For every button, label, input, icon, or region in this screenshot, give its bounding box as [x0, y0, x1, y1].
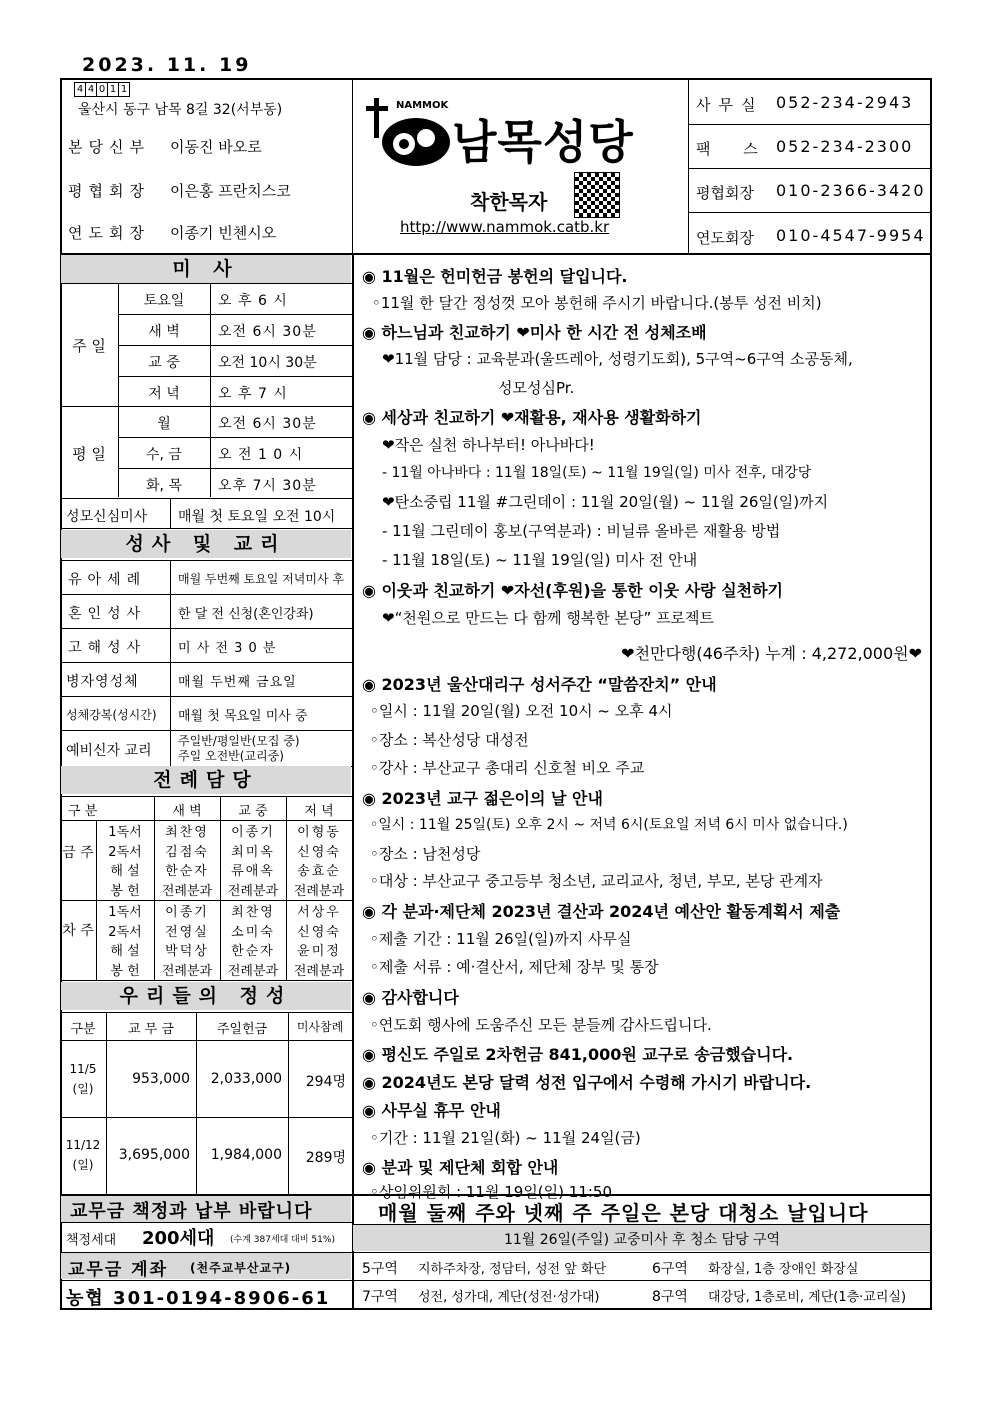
- household-note: (수계 387세대 대비 51%): [230, 1235, 335, 1245]
- sacrament-value: 미 사 전 3 0 분: [178, 641, 277, 656]
- qr-code-icon: [574, 172, 620, 218]
- mass-row-name: 교 중: [148, 355, 180, 371]
- heart-mass-label: 성모신심미사: [66, 509, 148, 525]
- liturgy-cell: 최미옥: [231, 844, 275, 860]
- news-line: - 11월 그린데이 홍보(구역분과) : 비닐류 올바른 재활용 방법: [382, 522, 781, 540]
- news-line: ❤천만다행(46주차) 누계 : 4,272,000원❤: [621, 644, 922, 663]
- sacrament-label: 유아세례: [68, 572, 147, 588]
- offering-day: (일): [72, 1158, 94, 1172]
- news-line: ◦11월 한 달간 정성껏 모아 봉헌해 주시기 바랍니다.(봉투 성전 비치): [372, 294, 822, 312]
- news-heading: ◉ 평신도 주일로 2차헌금 841,000원 교구로 송금했습니다.: [362, 1045, 794, 1064]
- offering-day: (일): [72, 1082, 94, 1096]
- motto: 착한목자: [470, 190, 548, 214]
- sacrament-title: 성사 및 교리: [61, 530, 351, 558]
- liturgy-cell: 한순자: [231, 944, 275, 959]
- news-line: ◦기간 : 11월 21일(화) ~ 11월 24일(금): [370, 1129, 641, 1147]
- household-label: 책정세대: [66, 1233, 117, 1248]
- news-heading: ◉ 하느님과 친교하기 ❤미사 한 시간 전 성체조배: [362, 323, 707, 342]
- liturgy-role: 해 설: [110, 944, 140, 959]
- fax-number: 052-234-2300: [776, 137, 914, 156]
- liturgy-role: 2독서: [108, 924, 142, 940]
- household-value: 200세대: [142, 1228, 215, 1249]
- offering-header: 주일헌금: [216, 1022, 268, 1037]
- liturgy-cell: 김점숙: [165, 844, 209, 860]
- sacrament-label: 혼인성사: [68, 606, 147, 622]
- zone-area: 화장실, 1층 장애인 화장실: [708, 1262, 859, 1277]
- sunday-label: 주 일: [72, 337, 106, 355]
- group-label: 차 주: [62, 923, 94, 939]
- mass-row-time: 오전 6시 30분: [218, 324, 317, 340]
- sacrament-value-2: 주일 오전반(교리중): [178, 749, 284, 763]
- zone-area: 대강당, 1층로비, 계단(1층·교리실): [708, 1290, 907, 1305]
- offering-header: 미사참례: [296, 1020, 344, 1034]
- mass-row-name: 새 벽: [148, 324, 180, 340]
- zip-digit: 1: [107, 82, 119, 97]
- liturgy-cell: 최찬영: [165, 825, 209, 840]
- mass-row-name: 토요일: [143, 293, 185, 309]
- offering-date: 11/5: [69, 1062, 97, 1076]
- mass-row-time: 오 전 1 0 시: [218, 447, 304, 463]
- council-name: 이은홍 프란치스코: [170, 182, 291, 200]
- offering-church: 3,695,000: [118, 1147, 190, 1163]
- liturgy-role: 해 설: [110, 864, 140, 879]
- liturgy-header: 저 녁: [304, 804, 334, 819]
- pastor-name: 이동진 바오로: [170, 138, 262, 156]
- news-heading: ◉ 분과 및 제단체 회합 안내: [362, 1158, 559, 1177]
- news-line: ◦강사 : 부산교구 총대리 신호철 비오 주교: [370, 759, 645, 777]
- news-line: 성모성심Pr.: [498, 379, 575, 397]
- bulletin-date: 2023. 11. 19: [82, 54, 252, 76]
- zip-digit: 0: [96, 82, 108, 97]
- news-heading: ◉ 이웃과 친교하기 ❤자선(후원)을 통한 이웃 사랑 실천하기: [362, 581, 784, 600]
- news-heading: ◉ 세상과 친교하기 ❤재활용, 재사용 생활화하기: [362, 408, 702, 427]
- liturgy-cell: 서상우: [297, 905, 341, 920]
- zone-area: 지하주차장, 정담터, 성전 앞 화단: [418, 1262, 607, 1277]
- zone-name: 7구역: [362, 1289, 398, 1305]
- liturgy-cell: 전례분과: [161, 963, 213, 979]
- liturgy-cell: 전례분과: [293, 963, 345, 979]
- zone-name: 6구역: [652, 1261, 688, 1277]
- news-line: ◦일시 : 11월 20일(월) 오전 10시 ~ 오후 4시: [370, 702, 673, 720]
- mass-row-name: 월: [157, 416, 171, 432]
- council-phone: 010-2366-3420: [776, 181, 926, 200]
- offering-sunday: 1,984,000: [210, 1147, 282, 1163]
- liturgy-role: 봉 헌: [110, 883, 140, 899]
- liturgy-cell: 한순자: [165, 864, 209, 879]
- liturgy-header: 새 벽: [172, 804, 202, 819]
- news-line: ◦장소 : 남천성당: [370, 845, 481, 863]
- liturgy-cell: 신영숙: [297, 924, 341, 940]
- news-heading: ◉ 2023년 울산대리구 성서주간 “말씀잔치” 안내: [362, 675, 717, 694]
- news-heading: ◉ 각 분과·제단체 2023년 결산과 2024년 예산안 활동계획서 제출: [362, 902, 841, 921]
- fax-label: 팩 스: [696, 140, 772, 158]
- zip-code: [74, 82, 129, 97]
- news-heading: ◉ 사무실 휴무 안내: [362, 1101, 501, 1120]
- liturgy-cell: 윤미정: [297, 944, 341, 959]
- news-heading: ◉ 감사합니다: [362, 988, 459, 1007]
- zip-digit: 4: [74, 82, 86, 97]
- liturgy-role: 2독서: [108, 844, 142, 860]
- news-line: ❤11월 담당 : 교육분과(울뜨레아, 성령기도회), 5구역~6구역 소공동체,: [382, 350, 853, 368]
- mass-row-time: 오 후 7 시: [218, 386, 288, 402]
- news-line: ❤작은 실천 하나부터! 아나바다!: [382, 436, 595, 454]
- liturgy-cell: 이형동: [297, 825, 341, 840]
- offering-sunday: 2,033,000: [210, 1071, 282, 1087]
- mass-title: 미 사: [61, 255, 351, 283]
- sacrament-value: 주일반/평일반(모집 중): [178, 734, 300, 748]
- logo-small-text: NAMMOK: [396, 100, 449, 111]
- sacrament-label: 병자영성체: [66, 674, 139, 690]
- account-label: 교무금 계좌: [68, 1260, 169, 1280]
- yeondo-phone: 010-4547-9954: [776, 226, 926, 245]
- liturgy-cell: 전례분과: [161, 883, 213, 899]
- sacrament-label: 예비신자 교리: [66, 743, 152, 759]
- tithe-title: 교무금 책정과 납부 바랍니다: [70, 1201, 313, 1222]
- yeondo-name: 이종기 빈첸시오: [170, 224, 277, 242]
- sacrament-value: 매월 두번째 금요일: [178, 675, 297, 690]
- news-heading: ◉ 2023년 교구 젊은이의 날 안내: [362, 789, 603, 808]
- news-line: ❤탄소중립 11월 #그린데이 : 11월 20일(월) ~ 11월 26일(일)까지: [382, 493, 829, 511]
- liturgy-cell: 박덕상: [165, 944, 209, 959]
- news-heading: ◉ 2024년도 본당 달력 성전 입구에서 수령해 가시기 바랍니다.: [362, 1073, 812, 1092]
- group-label: 금 주: [62, 845, 94, 861]
- news-line: ◦제출 기간 : 11월 26일(일)까지 사무실: [370, 930, 632, 948]
- mass-row-name: 화, 목: [146, 478, 182, 494]
- office-phone: 052-234-2943: [776, 93, 914, 112]
- liturgy-cell: 송효순: [297, 864, 341, 879]
- sacrament-value: 매월 첫 목요일 미사 중: [178, 709, 308, 724]
- mass-row-time: 오전 10시 30분: [218, 355, 317, 371]
- council-phone-label: 평협회장: [696, 184, 754, 202]
- heart-mass-value: 매월 첫 토요일 오전 10시: [178, 509, 336, 525]
- sacrament-label: 성체강복(성시간): [66, 708, 157, 722]
- liturgy-role: 봉 헌: [110, 963, 140, 979]
- cleaning-note: 11월 26일(주일) 교중미사 후 청소 담당 구역: [503, 1232, 781, 1248]
- sacrament-value: 한 달 전 신청(혼인강좌): [178, 607, 314, 622]
- zip-digit: 4: [85, 82, 97, 97]
- liturgy-role: 1독서: [108, 825, 142, 840]
- liturgy-cell: 이종기: [165, 905, 209, 920]
- liturgy-header: 교 중: [238, 804, 268, 819]
- liturgy-title: 전례담당: [61, 766, 351, 794]
- mass-row-time: 오 후 6 시: [218, 293, 288, 309]
- account-owner: (천주교부산교구): [190, 1261, 292, 1275]
- bank-account: 농협 301-0194-8906-61: [66, 1288, 331, 1309]
- liturgy-cell: 신영숙: [297, 844, 341, 860]
- mass-row-time: 오후 7시 30분: [218, 478, 317, 494]
- mass-row-name: 저 녁: [148, 386, 180, 402]
- liturgy-cell: 전례분과: [227, 883, 279, 899]
- address: 울산시 동구 남목 8길 32(서부동): [78, 102, 283, 118]
- liturgy-cell: 소미숙: [231, 924, 275, 940]
- council-label: 평협회장: [68, 182, 150, 200]
- office-label: 사무실: [696, 96, 764, 114]
- news-line: ◦제출 서류 : 예·결산서, 제단체 장부 및 통장: [370, 958, 659, 976]
- sacrament-label: 고해성사: [68, 640, 147, 656]
- liturgy-role: 1독서: [108, 905, 142, 920]
- zone-name: 8구역: [652, 1289, 688, 1305]
- zip-digit: 1: [118, 82, 130, 97]
- yeondo-label: 연도회장: [68, 224, 150, 242]
- website-link[interactable]: http://www.nammok.catb.kr: [400, 218, 610, 236]
- liturgy-header: 구 분: [68, 804, 98, 819]
- zone-area: 성전, 성가대, 계단(성전·성가대): [418, 1290, 600, 1305]
- news-line: - 11월 18일(토) ~ 11월 19일(일) 미사 전 안내: [382, 551, 698, 569]
- news-line: ◦연도회 행사에 도움주신 모든 분들께 감사드립니다.: [370, 1016, 712, 1034]
- news-line: ◦상임위원회 : 11월 19일(일) 11:50: [370, 1183, 612, 1201]
- offering-date: 11/12: [65, 1138, 101, 1152]
- mass-row-time: 오전 6시 30분: [218, 416, 317, 432]
- logo-text: 남목성당: [452, 115, 634, 169]
- news-line: ◦장소 : 복산성당 대성전: [370, 731, 529, 749]
- liturgy-cell: 이종기: [231, 825, 275, 840]
- news-line: - 11월 아나바다 : 11월 18일(토) ~ 11월 19일(일) 미사 전후, 대강당: [382, 465, 812, 481]
- offering-attend: 289명: [305, 1150, 346, 1166]
- zone-name: 5구역: [362, 1261, 398, 1277]
- offering-title: 우리들의 정성: [61, 982, 351, 1010]
- pastor-label: 본당신부: [68, 138, 150, 156]
- sacrament-value: 매월 두번째 토요일 저녁미사 후: [178, 572, 344, 586]
- liturgy-cell: 전영실: [165, 924, 209, 940]
- liturgy-cell: 전례분과: [227, 963, 279, 979]
- church-logo: [364, 94, 684, 174]
- offering-header: 구분: [70, 1022, 96, 1037]
- mass-row-name: 수, 금: [146, 447, 182, 463]
- offering-church: 953,000: [132, 1071, 190, 1087]
- news-heading: ◉ 11월은 헌미헌금 봉헌의 달입니다.: [362, 267, 628, 286]
- news-line: ◦일시 : 11월 25일(토) 오후 2시 ~ 저녁 6시(토요일 저녁 6시 미사 없습니다.): [370, 817, 848, 833]
- liturgy-cell: 최찬영: [231, 905, 275, 920]
- liturgy-cell: 류애옥: [231, 864, 275, 879]
- liturgy-cell: 전례분과: [293, 883, 345, 899]
- news-line: ❤“천원으로 만드는 다 함께 행복한 본당” 프로젝트: [382, 609, 715, 627]
- news-line: ◦대상 : 부산교구 중고등부 청소년, 교리교사, 청년, 부모, 본당 관계자: [370, 872, 823, 890]
- offering-attend: 294명: [305, 1074, 346, 1090]
- yeondo-phone-label: 연도회장: [696, 229, 754, 247]
- weekday-label: 평 일: [72, 445, 106, 463]
- offering-header: 교 무 금: [128, 1022, 174, 1037]
- cleaning-title: 매월 둘째 주와 넷째 주 주일은 본당 대청소 날입니다: [378, 1201, 869, 1225]
